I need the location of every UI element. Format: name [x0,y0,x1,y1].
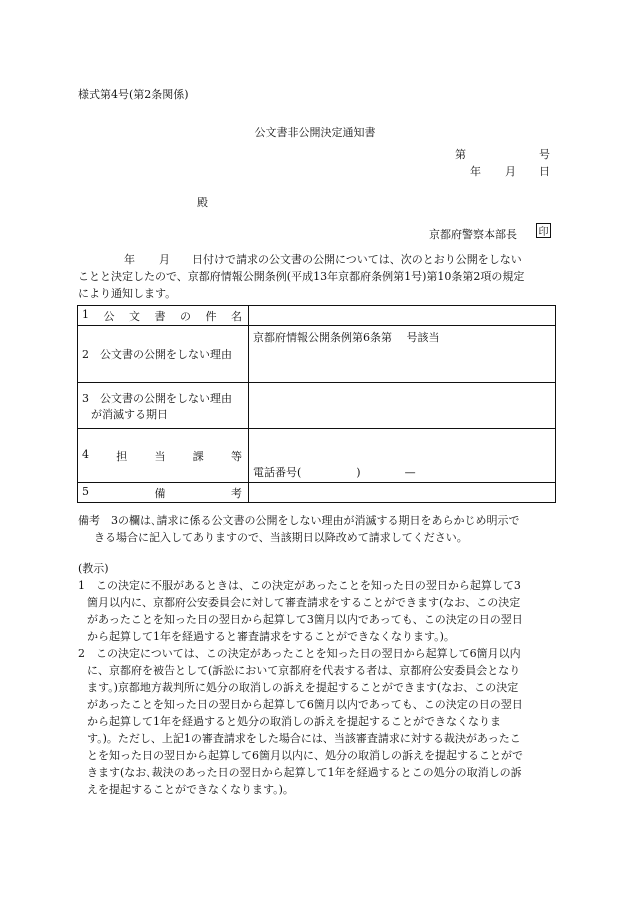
table-row [78,483,556,503]
instruction-line: えを提起することができなくなります。)。 [87,783,294,796]
row1-label: 1 公 文 書 の 件 名 [78,306,249,326]
date-year: 年 [470,165,481,178]
document-title: 公文書非公開決定通知書 [254,126,376,139]
instruction-heading: (教示) [78,562,109,575]
table-row [78,429,556,483]
doc-no-dai: 第 [455,148,466,161]
issuer-name: 京都府警察本部長 [429,228,517,241]
instruction-line: 1 この決定に不服があるときは、この決定があったことを知った日の翌日から起算して3 [78,579,521,592]
table-row [78,326,556,383]
intro-month: 月 [159,253,170,266]
intro-line2: ことと決定したので、京都府情報公開条例(平成13年京都府条例第1号)第10条第2項の規定 [78,270,525,283]
row4-label: 4 担 当 課 等 [78,429,249,483]
seal-stamp: 印 [536,223,551,238]
row3-label: 3 公文書の公開をしない理由 が消滅する期日 [78,383,249,429]
info-table [77,305,556,503]
table-row [78,306,556,326]
row2-label: 2 公文書の公開をしない理由 [78,326,249,383]
intro-year: 年 [124,253,135,266]
table-row [78,383,556,429]
row1-value[interactable] [249,306,556,326]
instruction-line: ます。)京都地方裁判所に処分の取消しの訴えを提起することができます(なお、この決定 [87,681,519,694]
notes-line1: 備考 3の欄は､請求に係る公文書の公開をしない理由が消滅する期日をあらかじめ明示で [78,514,520,527]
phone-number-label: 電話番号( ) — [253,466,416,479]
instruction-line: から起算して1年を経過すると処分の取消しの訴えを提起することができなくなりま [87,715,501,728]
intro-paragraph [78,251,556,302]
instruction-line: きます(なお､裁決のあった日の翌日から起算して1年を経過するとこの処分の取消しの訴 [87,766,522,779]
intro-line1: 日付けで請求の公文書の公開については、次のとおり公開をしない [192,253,522,266]
instruction-block [78,560,556,798]
instruction-line: とを知った日の翌日から起算して6箇月以内に、処分の取消しの訴えを提起することがで [87,749,523,762]
row4-value[interactable] [249,429,556,483]
row5-value[interactable] [249,483,556,503]
row3-value[interactable] [249,383,556,429]
notes-line2: きる場合に記入してありますので、当該期日以降改めて請求してください。 [94,531,468,544]
intro-line3: により通知します。 [78,287,177,300]
instruction-line: があったことを知った日の翌日から起算して3箇月以内であっても、この決定の日の翌日 [87,613,523,626]
addressee-suffix: 殿 [197,196,208,209]
row5-label: 5 備 考 [78,483,249,503]
instruction-line: 箇月以内に、京都府公安委員会に対して審査請求をすることができます(なお、この決定 [87,596,521,609]
date-month: 月 [505,165,516,178]
date-day: 日 [539,165,550,178]
form-number: 様式第4号(第2条関係) [78,88,189,101]
instruction-line: 2 この決定については、この決定があったことを知った日の翌日から起算して6箇月以内 [78,647,521,660]
doc-no-go: 号 [539,148,550,161]
instruction-line: から起算して1年を経過すると審査請求をすることができなくなります。)。 [87,630,455,643]
instruction-line: す。)。ただし、上記1の審査請求をした場合には、当該審査請求に対する裁決があったこ [87,732,521,745]
notes-block [78,512,556,546]
row2-value[interactable]: 京都府情報公開条例第6条第 号該当 [249,326,556,383]
instruction-line: に、京都府を被告として(訴訟において京都府を代表する者は、京都府公安委員会となり [87,664,521,677]
instruction-line: があったことを知った日の翌日から起算して6箇月以内であっても、この決定の日の翌日 [87,698,523,711]
